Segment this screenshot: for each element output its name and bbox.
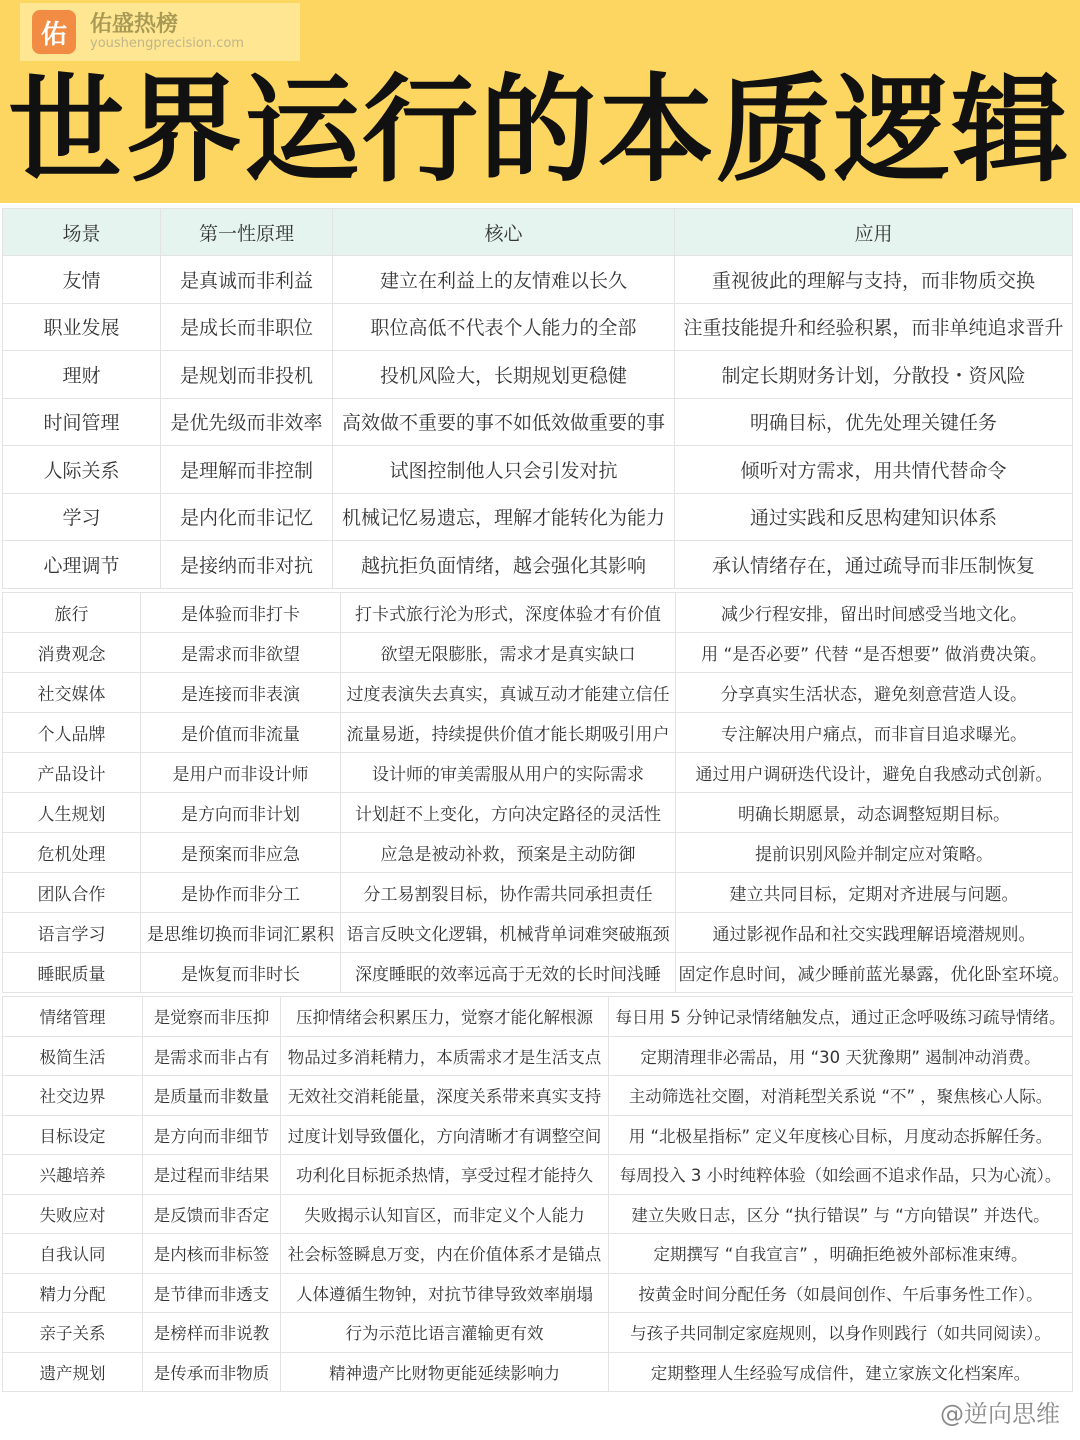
principle-cell: 是接纳而非对抗 — [161, 541, 333, 589]
application-cell: 按黄金时间分配任务（如晨间创作、午后事务性工作）。 — [609, 1273, 1073, 1313]
header-core: 核心 — [333, 209, 675, 256]
principle-cell: 是规划而非投机 — [161, 351, 333, 399]
core-cell: 试图控制他人只会引发对抗 — [333, 446, 675, 494]
scene-cell: 社交媒体 — [3, 673, 141, 713]
table-row — [3, 753, 1073, 793]
core-cell: 欲望无限膨胀，需求才是真实缺口 — [341, 633, 676, 673]
scene-cell: 产品设计 — [3, 753, 141, 793]
core-cell: 设计师的审美需服从用户的实际需求 — [341, 753, 676, 793]
scene-cell: 理财 — [3, 351, 161, 399]
application-cell: 定期清理非必需品，用 “30 天犹豫期” 遏制冲动消费。 — [609, 1036, 1073, 1076]
principle-cell: 是方向而非细节 — [143, 1115, 281, 1155]
table-row — [3, 1234, 1073, 1274]
principle-cell: 是恢复而非时长 — [141, 953, 341, 993]
core-cell: 无效社交消耗能量，深度关系带来真实支持 — [281, 1076, 609, 1116]
table-row — [3, 1036, 1073, 1076]
table-row — [3, 541, 1073, 589]
table-row — [3, 1155, 1073, 1195]
application-cell: 建立共同目标，定期对齐进展与问题。 — [676, 873, 1073, 913]
core-cell: 职位高低不代表个人能力的全部 — [333, 303, 675, 351]
principle-cell: 是优先级而非效率 — [161, 398, 333, 446]
application-cell: 建立失败日志，区分 “执行错误” 与 “方向错误” 并迭代。 — [609, 1194, 1073, 1234]
table-row — [3, 256, 1073, 304]
table-row — [3, 997, 1073, 1037]
scene-cell: 个人品牌 — [3, 713, 141, 753]
principle-cell: 是觉察而非压抑 — [143, 997, 281, 1037]
core-cell: 失败揭示认知盲区，而非定义个人能力 — [281, 1194, 609, 1234]
table-row — [3, 351, 1073, 399]
scene-cell: 时间管理 — [3, 398, 161, 446]
principle-cell: 是反馈而非否定 — [143, 1194, 281, 1234]
scene-cell: 旅行 — [3, 593, 141, 633]
logo-url: youshengprecision.com — [90, 36, 244, 52]
application-cell: 主动筛选社交圈，对消耗型关系说 “不” ，聚焦核心人际。 — [609, 1076, 1073, 1116]
table-row — [3, 1115, 1073, 1155]
scene-cell: 社交边界 — [3, 1076, 143, 1116]
table-row — [3, 873, 1073, 913]
core-cell: 计划赶不上变化，方向决定路径的灵活性 — [341, 793, 676, 833]
principle-cell: 是理解而非控制 — [161, 446, 333, 494]
application-cell: 每日用 5 分钟记录情绪触发点，通过正念呼吸练习疏导情绪。 — [609, 997, 1073, 1037]
application-cell: 通过用户调研迭代设计，避免自我感动式创新。 — [676, 753, 1073, 793]
table-row — [3, 493, 1073, 541]
application-cell: 通过实践和反思构建知识体系 — [675, 493, 1073, 541]
scene-cell: 语言学习 — [3, 913, 141, 953]
table-row — [3, 633, 1073, 673]
scene-cell: 睡眠质量 — [3, 953, 141, 993]
table-row — [3, 593, 1073, 633]
table-row — [3, 303, 1073, 351]
application-cell: 倾听对方需求，用共情代替命令 — [675, 446, 1073, 494]
table-row — [3, 1273, 1073, 1313]
scene-cell: 学习 — [3, 493, 161, 541]
scene-cell: 目标设定 — [3, 1115, 143, 1155]
scene-cell: 消费观念 — [3, 633, 141, 673]
application-cell: 定期整理人生经验写成信件，建立家族文化档案库。 — [609, 1352, 1073, 1392]
scene-cell: 失败应对 — [3, 1194, 143, 1234]
principle-cell: 是内核而非标签 — [143, 1234, 281, 1274]
table-row — [3, 1194, 1073, 1234]
core-cell: 机械记忆易遗忘，理解才能转化为能力 — [333, 493, 675, 541]
application-cell: 专注解决用户痛点，而非盲目追求曝光。 — [676, 713, 1073, 753]
author-watermark: @逆向思维 — [940, 1400, 1060, 1428]
application-cell: 定期撰写 “自我宣言” ，明确拒绝被外部标准束缚。 — [609, 1234, 1073, 1274]
scene-cell: 人生规划 — [3, 793, 141, 833]
core-cell: 打卡式旅行沦为形式，深度体验才有价值 — [341, 593, 676, 633]
principle-cell: 是预案而非应急 — [141, 833, 341, 873]
core-cell: 深度睡眠的效率远高于无效的长时间浅睡 — [341, 953, 676, 993]
principle-cell: 是过程而非结果 — [143, 1155, 281, 1195]
core-cell: 分工易割裂目标，协作需共同承担责任 — [341, 873, 676, 913]
scene-cell: 自我认同 — [3, 1234, 143, 1274]
scene-cell: 团队合作 — [3, 873, 141, 913]
scene-cell: 心理调节 — [3, 541, 161, 589]
logo-name: 佑盛热榜 — [90, 11, 179, 37]
application-cell: 分享真实生活状态，避免刻意营造人设。 — [676, 673, 1073, 713]
principle-cell: 是价值而非流量 — [141, 713, 341, 753]
header-application: 应用 — [675, 209, 1073, 256]
table-row — [3, 446, 1073, 494]
application-cell: 注重技能提升和经验积累，而非单纯追求晋升 — [675, 303, 1073, 351]
logic-table-2 — [2, 592, 1073, 993]
core-cell: 精神遗产比财物更能延续影响力 — [281, 1352, 609, 1392]
core-cell: 应急是被动补救，预案是主动防御 — [341, 833, 676, 873]
logo-icon: 佑 — [32, 10, 76, 54]
application-cell: 承认情绪存在，通过疏导而非压制恢复 — [675, 541, 1073, 589]
application-cell: 用 “北极星指标” 定义年度核心目标，月度动态拆解任务。 — [609, 1115, 1073, 1155]
core-cell: 人体遵循生物钟，对抗节律导致效率崩塌 — [281, 1273, 609, 1313]
header-principle: 第一性原理 — [161, 209, 333, 256]
scene-cell: 极简生活 — [3, 1036, 143, 1076]
principle-cell: 是真诚而非利益 — [161, 256, 333, 304]
table-row — [3, 398, 1073, 446]
scene-cell: 精力分配 — [3, 1273, 143, 1313]
principle-cell: 是内化而非记忆 — [161, 493, 333, 541]
principle-cell: 是思维切换而非词汇累积 — [141, 913, 341, 953]
scene-cell: 危机处理 — [3, 833, 141, 873]
table-row — [3, 1352, 1073, 1392]
application-cell: 重视彼此的理解与支持，而非物质交换 — [675, 256, 1073, 304]
scene-cell: 兴趣培养 — [3, 1155, 143, 1195]
core-cell: 语言反映文化逻辑，机械背单词难突破瓶颈 — [341, 913, 676, 953]
scene-cell: 遗产规划 — [3, 1352, 143, 1392]
application-cell: 固定作息时间，减少睡前蓝光暴露，优化卧室环境。 — [676, 953, 1073, 993]
logic-table-1 — [2, 208, 1073, 589]
table-row — [3, 793, 1073, 833]
core-cell: 功利化目标扼杀热情，享受过程才能持久 — [281, 1155, 609, 1195]
scene-cell: 友情 — [3, 256, 161, 304]
logo-text — [90, 12, 244, 52]
core-cell: 流量易逝，持续提供价值才能长期吸引用户 — [341, 713, 676, 753]
application-cell: 通过影视作品和社交实践理解语境潜规则。 — [676, 913, 1073, 953]
application-cell: 用 “是否必要” 代替 “是否想要” 做消费决策。 — [676, 633, 1073, 673]
principle-cell: 是用户而非设计师 — [141, 753, 341, 793]
core-cell: 过度表演失去真实，真诚互动才能建立信任 — [341, 673, 676, 713]
table-row — [3, 1076, 1073, 1116]
application-cell: 明确长期愿景，动态调整短期目标。 — [676, 793, 1073, 833]
core-cell: 建立在利益上的友情难以长久 — [333, 256, 675, 304]
scene-cell: 职业发展 — [3, 303, 161, 351]
principle-cell: 是成长而非职位 — [161, 303, 333, 351]
core-cell: 越抗拒负面情绪，越会强化其影响 — [333, 541, 675, 589]
core-cell: 高效做不重要的事不如低效做重要的事 — [333, 398, 675, 446]
principle-cell: 是体验而非打卡 — [141, 593, 341, 633]
scene-cell: 人际关系 — [3, 446, 161, 494]
table-row — [3, 1313, 1073, 1353]
core-cell: 物品过多消耗精力，本质需求才是生活支点 — [281, 1036, 609, 1076]
principle-cell: 是质量而非数量 — [143, 1076, 281, 1116]
principle-cell: 是节律而非透支 — [143, 1273, 281, 1313]
header-scene: 场景 — [3, 209, 161, 256]
principle-cell: 是需求而非欲望 — [141, 633, 341, 673]
core-cell: 社会标签瞬息万变，内在价值体系才是锚点 — [281, 1234, 609, 1274]
logo-watermark — [20, 3, 300, 61]
table-row — [3, 713, 1073, 753]
application-cell: 提前识别风险并制定应对策略。 — [676, 833, 1073, 873]
core-cell: 压抑情绪会积累压力，觉察才能化解根源 — [281, 997, 609, 1037]
table-row — [3, 953, 1073, 993]
table-row — [3, 833, 1073, 873]
principle-cell: 是榜样而非说教 — [143, 1313, 281, 1353]
principle-cell: 是方向而非计划 — [141, 793, 341, 833]
application-cell: 明确目标，优先处理关键任务 — [675, 398, 1073, 446]
scene-cell: 情绪管理 — [3, 997, 143, 1037]
table-row — [3, 913, 1073, 953]
application-cell: 与孩子共同制定家庭规则，以身作则践行（如共同阅读）。 — [609, 1313, 1073, 1353]
core-cell: 过度计划导致僵化，方向清晰才有调整空间 — [281, 1115, 609, 1155]
core-cell: 行为示范比语言灌输更有效 — [281, 1313, 609, 1353]
scene-cell: 亲子关系 — [3, 1313, 143, 1353]
application-cell: 每周投入 3 小时纯粹体验（如绘画不追求作品，只为心流）。 — [609, 1155, 1073, 1195]
application-cell: 制定长期财务计划，分散投・资风险 — [675, 351, 1073, 399]
principle-cell: 是连接而非表演 — [141, 673, 341, 713]
principle-cell: 是传承而非物质 — [143, 1352, 281, 1392]
principle-cell: 是需求而非占有 — [143, 1036, 281, 1076]
table-header-row — [3, 209, 1073, 256]
core-cell: 投机风险大，长期规划更稳健 — [333, 351, 675, 399]
application-cell: 减少行程安排，留出时间感受当地文化。 — [676, 593, 1073, 633]
page-title: 世界运行的本质逻辑 — [8, 63, 1070, 198]
principle-cell: 是协作而非分工 — [141, 873, 341, 913]
table-row — [3, 673, 1073, 713]
logic-table-3 — [2, 996, 1073, 1392]
